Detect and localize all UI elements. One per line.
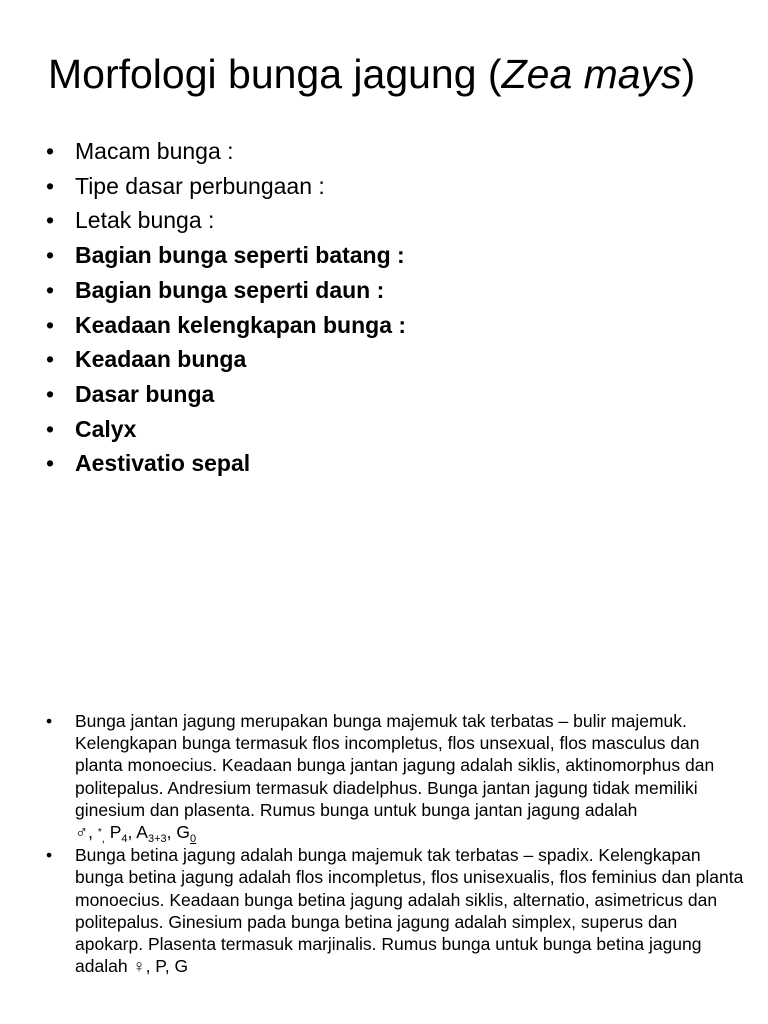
list-item-text: Aestivatio sepal (75, 450, 251, 477)
bullet-icon: • (46, 172, 55, 199)
bullet-icon: • (46, 242, 55, 269)
bullet-icon: • (46, 711, 53, 731)
list-item (46, 203, 406, 238)
formula-androecium: A (136, 822, 148, 843)
formula-gynoecium: G (174, 956, 189, 977)
list-item (46, 342, 406, 377)
list-item-text: Letak bunga : (75, 207, 215, 234)
bullet-icon: • (46, 311, 55, 338)
flower-formula-female: ♀, P, G (132, 956, 189, 977)
list-item (46, 169, 406, 204)
description-list (46, 710, 746, 977)
list-item-text: Dasar bunga (75, 380, 215, 407)
paragraph-text: Bunga betina jagung adalah bunga majemuk tak terbatas – spadix. Kelengkapan bunga betina jagung adalah flos incompletus, flos unisexualis, flos feminius dan planta monoecius. Keadaan bunga betina jagung adalah siklis, alternatio, asimetricus dan politepalus. Ginesium pada bunga betina jagung adalah simplex, superus dan apokarp. Plasenta termasuk marjinalis. Rumus bunga untuk bunga betina jagung adalah (75, 845, 744, 977)
formula-gynoecium: G (176, 822, 190, 843)
paragraph-female-flower (46, 844, 746, 977)
slide-title (48, 44, 695, 104)
title-suffix: ) (681, 51, 696, 97)
formula-perianth: P (155, 956, 165, 977)
bullet-list (46, 134, 406, 481)
list-item (46, 238, 406, 273)
actinomorphic-star-icon: * (97, 827, 102, 839)
female-symbol-icon: ♀ (132, 956, 146, 977)
male-symbol-icon: ♂ (75, 822, 89, 843)
formula-gynoecium-count: 0 (190, 833, 197, 846)
list-item (46, 412, 406, 447)
list-item (46, 273, 406, 308)
paragraph-text: Bunga jantan jagung merupakan bunga majemuk tak terbatas – bulir majemuk. Kelengkapan bunga termasuk flos incompletus, flos unsexual, flos masculus dan planta monoecius. Keadaan bunga jantan jagung adalah siklis, aktinomorphus dan politepalus. Andresium termasuk diadelphus. Bunga jantan jagung tidak memiliki ginesium dan plasenta. Rumus bunga untuk bunga jantan jagung adalah (75, 711, 715, 820)
list-item-text: Keadaan kelengkapan bunga : (75, 311, 407, 338)
list-item-text: Macam bunga : (75, 138, 234, 164)
title-italic: Zea mays (501, 51, 682, 97)
list-item-text: Calyx (75, 415, 137, 442)
list-item (46, 134, 406, 169)
bullet-icon: • (46, 450, 55, 477)
bullet-icon: • (46, 276, 55, 303)
title-prefix: Morfologi bunga jagung ( (48, 51, 502, 97)
list-item-text: Bagian bunga seperti daun : (75, 276, 385, 303)
list-item-text: Bagian bunga seperti batang : (75, 242, 405, 269)
list-item-text: Keadaan bunga (75, 346, 247, 373)
bullet-icon: • (46, 845, 53, 866)
bullet-icon: • (46, 380, 55, 407)
list-item-text: Tipe dasar perbungaan : (75, 172, 325, 199)
formula-androecium-count: 3+3 (147, 833, 167, 846)
bullet-icon: • (46, 207, 55, 234)
bullet-icon: • (46, 415, 55, 442)
list-item (46, 308, 406, 343)
flower-formula-male: ♂, $*_,$ $P_4$, $A_{3+3}$, $G_0$ (75, 822, 197, 846)
bullet-icon: • (46, 346, 55, 373)
bullet-icon: • (46, 138, 55, 164)
list-item (46, 377, 406, 412)
formula-perianth: P (109, 822, 122, 843)
list-item (46, 446, 406, 481)
formula-perianth-count: 4 (121, 833, 128, 846)
paragraph-male-flower (46, 710, 746, 844)
